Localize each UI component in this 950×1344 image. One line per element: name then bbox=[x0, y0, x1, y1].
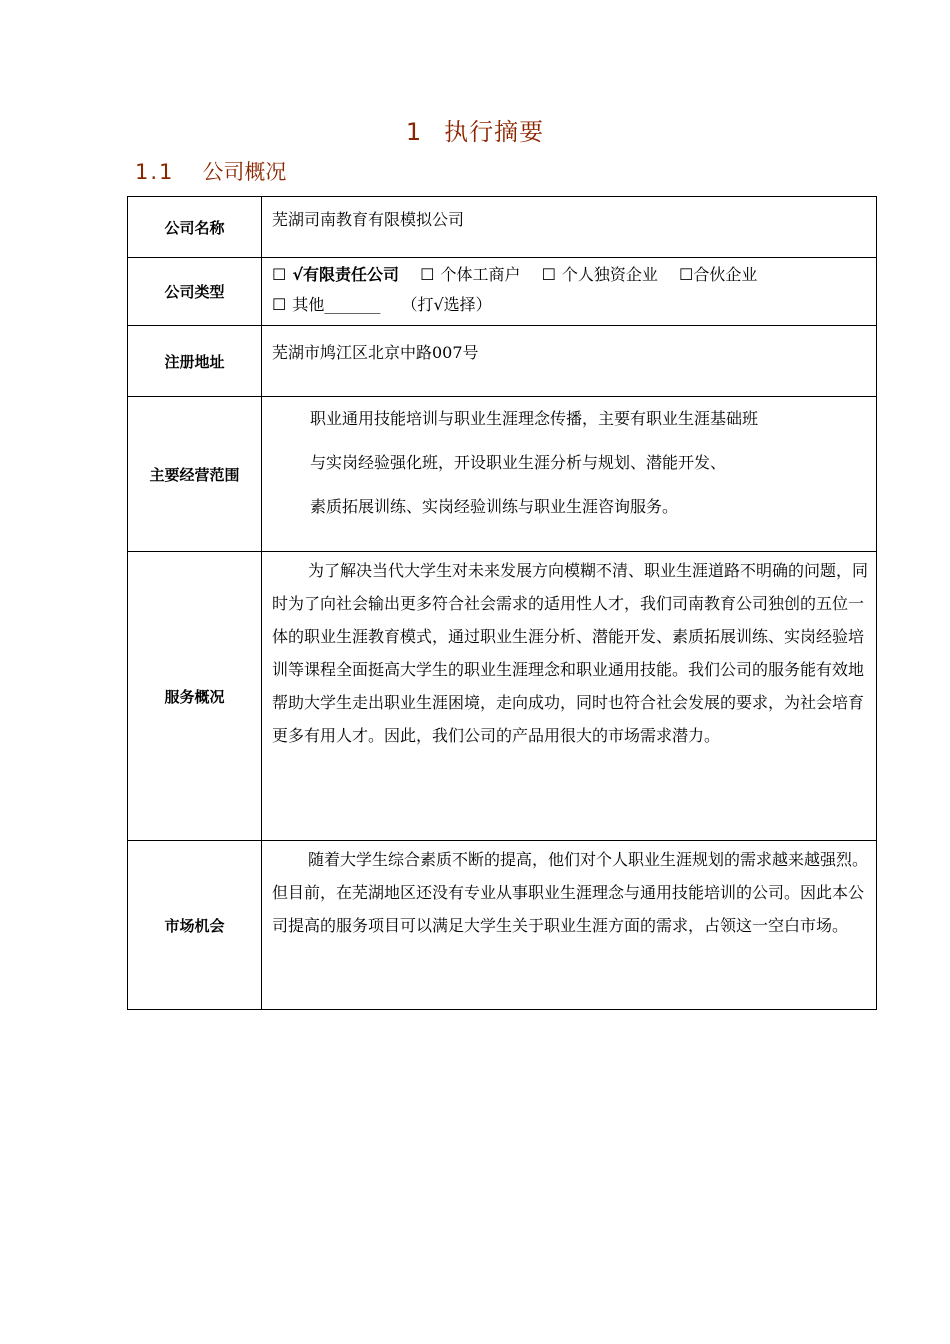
row-address bbox=[128, 326, 877, 397]
value-company-type bbox=[262, 258, 877, 326]
company-name-text: 芜湖司南教育有限模拟公司 bbox=[272, 210, 465, 229]
option-label: 个体工商户 bbox=[440, 265, 521, 284]
row-company-type bbox=[128, 258, 877, 326]
row-business-scope bbox=[128, 397, 877, 552]
subsection-number: 1.1 bbox=[135, 160, 175, 184]
scope-line: 与实岗经验强化班，开设职业生涯分析与规划、潜能开发、 bbox=[310, 453, 727, 472]
section-title: 执行摘要 bbox=[444, 118, 545, 146]
value-market-opportunity bbox=[262, 841, 877, 1010]
service-overview-text: 为了解决当代大学生对未来发展方向模糊不清、职业生涯道路不明确的问题，同时为了向社会输出更多符合社会需求的适用性人才，我们司南教育公司独创的五位一体的职业生涯教育模式，通过职业生涯分析、潜能开发、素质拓展训练、实岗经验培训等课程全面挺高大学生的职业生涯理念和职业通用技能。我们公司的服务能有效地帮助大学生走出职业生涯困境，走向成功，同时也符合社会发展的要求，为社会培育更多有用人才。因此，我们公司的产品用很大的市场需求潜力。 bbox=[272, 561, 869, 745]
scope-line: 职业通用技能培训与职业生涯理念传播，主要有职业生涯基础班 bbox=[310, 409, 759, 428]
selection-note: （打√选择） bbox=[401, 295, 492, 314]
section-heading bbox=[0, 112, 950, 147]
section-number: 1 bbox=[405, 118, 423, 146]
value-business-scope bbox=[262, 397, 877, 552]
option-label: 其他_______ bbox=[292, 295, 381, 314]
label-company-type: 公司类型 bbox=[128, 258, 262, 326]
checkbox-icon: ☐ bbox=[541, 265, 556, 284]
option-limited-liability[interactable] bbox=[272, 265, 399, 284]
subsection-title: 公司概况 bbox=[202, 160, 287, 184]
value-company-name bbox=[262, 197, 877, 258]
option-individual-business[interactable] bbox=[420, 265, 520, 284]
checkbox-icon: ☐ bbox=[272, 265, 287, 284]
label-address: 注册地址 bbox=[128, 326, 262, 397]
option-other[interactable] bbox=[272, 295, 380, 314]
label-company-name: 公司名称 bbox=[128, 197, 262, 258]
value-service-overview bbox=[262, 552, 877, 841]
option-sole-proprietorship[interactable] bbox=[542, 265, 658, 284]
option-label: 合伙企业 bbox=[693, 265, 758, 284]
option-label: √有限责任公司 bbox=[292, 265, 400, 284]
value-address bbox=[262, 326, 877, 397]
row-service-overview bbox=[128, 552, 877, 841]
label-service-overview: 服务概况 bbox=[128, 552, 262, 841]
label-market-opportunity: 市场机会 bbox=[128, 841, 262, 1010]
row-company-name bbox=[128, 197, 877, 258]
checkbox-icon: ☐ bbox=[272, 295, 287, 314]
option-label: 个人独资企业 bbox=[561, 265, 658, 284]
company-overview-table bbox=[127, 196, 877, 1010]
subsection-heading bbox=[135, 156, 286, 186]
row-market-opportunity bbox=[128, 841, 877, 1010]
scope-line: 素质拓展训练、实岗经验训练与职业生涯咨询服务。 bbox=[310, 497, 679, 516]
checkbox-icon: ☐ bbox=[679, 265, 694, 284]
address-text: 芜湖市鸠江区北京中路007号 bbox=[272, 343, 479, 362]
market-opportunity-text: 随着大学生综合素质不断的提高，他们对个人职业生涯规划的需求越来越强烈。但目前，在芜湖地区还没有专业从事职业生涯理念与通用技能培训的公司。因此本公司提高的服务项目可以满足大学生关于职业生涯方面的需求，占领这一空白市场。 bbox=[272, 850, 869, 935]
checkbox-icon: ☐ bbox=[420, 265, 435, 284]
option-partnership[interactable] bbox=[679, 265, 757, 284]
label-business-scope: 主要经营范围 bbox=[128, 397, 262, 552]
